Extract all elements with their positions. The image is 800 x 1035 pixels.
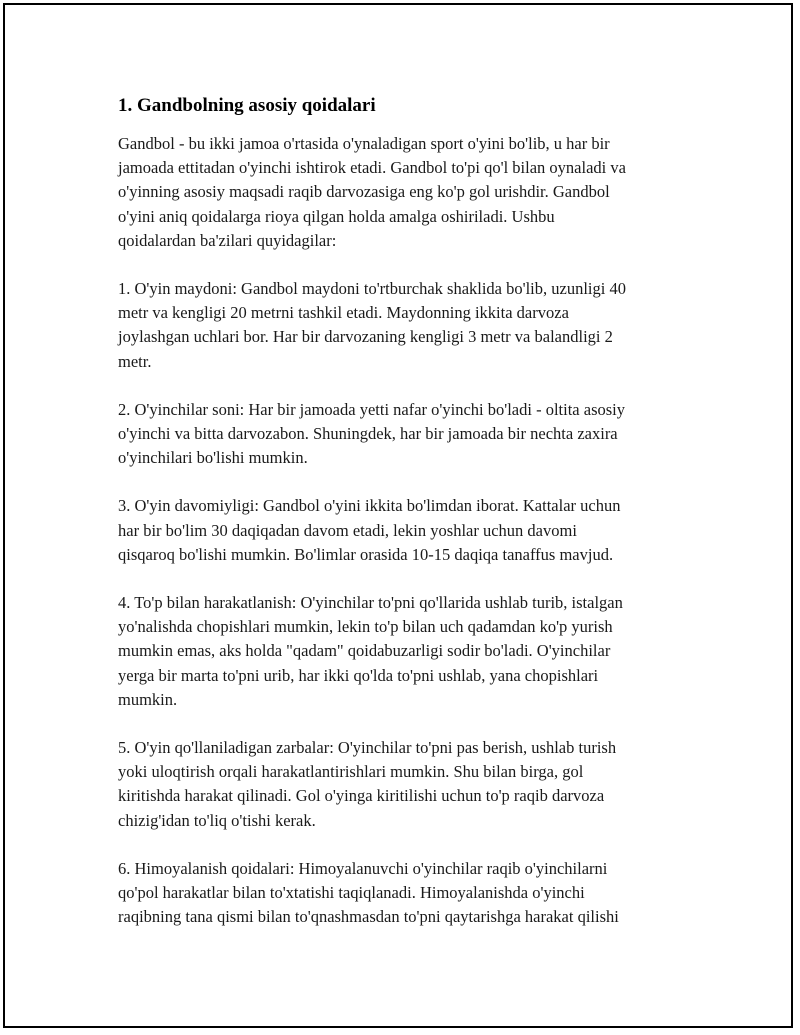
- text-line: kiritishda harakat qilinadi. Gol o'yinga kiritilishi uchun to'p raqib darvoza: [118, 786, 605, 806]
- text-line: 4. To'p bilan harakatlanish: O'yinchilar to'pni qo'llarida ushlab turib, istalgan: [118, 593, 623, 613]
- paragraph-game-duration: [118, 494, 688, 567]
- paragraph-player-count: [118, 398, 688, 471]
- text-line: 1. O'yin maydoni: Gandbol maydoni to'rtburchak shaklida bo'lib, uzunligi 40: [118, 279, 626, 299]
- text-line: 2. O'yinchilar soni: Har bir jamoada yetti nafar o'yinchi bo'ladi - oltita asosiy: [118, 399, 625, 419]
- paragraph-defense-rules: [118, 857, 688, 930]
- text-line: o'yinchi va bitta darvozabon. Shuningdek, har bir jamoada bir nechta zaxira: [118, 424, 618, 444]
- text-line: mumkin.: [118, 689, 178, 709]
- text-line: yo'nalishda chopishlari mumkin, lekin to'p bilan uch qadamdan ko'p yurish: [118, 617, 613, 637]
- document-body: [118, 94, 688, 953]
- text-line: metr va kengligi 20 metrni tashkil etadi. Maydonning ikkita darvoza: [118, 303, 569, 323]
- text-line: har bir bo'lim 30 daqiqadan davom etadi, lekin yoshlar uchun davomi: [118, 520, 577, 540]
- text-line: 6. Himoyalanish qoidalari: Himoyalanuvchi o'yinchilar raqib o'yinchilarni: [118, 858, 608, 878]
- text-line: mumkin emas, aks holda "qadam" qoidabuzarligi sodir bo'ladi. O'yinchilar: [118, 641, 611, 661]
- text-line: yerga bir marta to'pni urib, har ikki qo'lda to'pni ushlab, yana chopishlari: [118, 665, 599, 685]
- text-line: qoidalardan ba'zilari quyidagilar:: [118, 230, 337, 250]
- document-title: 1. Gandbolning asosiy qoidalari: [118, 95, 376, 116]
- text-line: 5. O'yin qo'llaniladigan zarbalar: O'yinchilar to'pni pas berish, ushlab turish: [118, 738, 617, 758]
- paragraph-throws: [118, 736, 688, 833]
- text-line: joylashgan uchlari bor. Har bir darvozaning kengligi 3 metr va balandligi 2: [118, 327, 613, 347]
- text-line: o'yinning asosiy maqsadi raqib darvozasiga eng ko'p gol urishdir. Gandbol: [118, 182, 610, 202]
- text-line: 3. O'yin davomiyligi: Gandbol o'yini ikkita bo'limdan iborat. Kattalar uchun: [118, 496, 621, 516]
- text-line: raqibning tana qismi bilan to'qnashmasdan to'pni qaytarishga harakat qilishi: [118, 907, 619, 927]
- paragraph-game-field: [118, 277, 688, 374]
- paragraph-ball-movement: [118, 591, 688, 712]
- text-line: jamoada ettitadan o'yinchi ishtirok etadi. Gandbol to'pi qo'l bilan oynaladi va: [118, 158, 626, 178]
- text-line: qo'pol harakatlar bilan to'xtatishi taqiqlanadi. Himoyalanishda o'yinchi: [118, 883, 585, 903]
- text-line: o'yini aniq qoidalarga rioya qilgan holda amalga oshiriladi. Ushbu: [118, 206, 555, 226]
- text-line: chizig'idan to'liq o'tishi kerak.: [118, 810, 316, 830]
- text-line: o'yinchilari bo'lishi mumkin.: [118, 448, 308, 468]
- text-line: metr.: [118, 351, 152, 371]
- text-line: Gandbol - bu ikki jamoa o'rtasida o'ynaladigan sport o'yini bo'lib, u har bir: [118, 134, 610, 153]
- text-line: yoki uloqtirish orqali harakatlantirishlari mumkin. Shu bilan birga, gol: [118, 762, 584, 782]
- text-line: qisqaroq bo'lishi mumkin. Bo'limlar orasida 10-15 daqiqa tanaffus mavjud.: [118, 544, 614, 564]
- paragraph-intro: [118, 132, 688, 253]
